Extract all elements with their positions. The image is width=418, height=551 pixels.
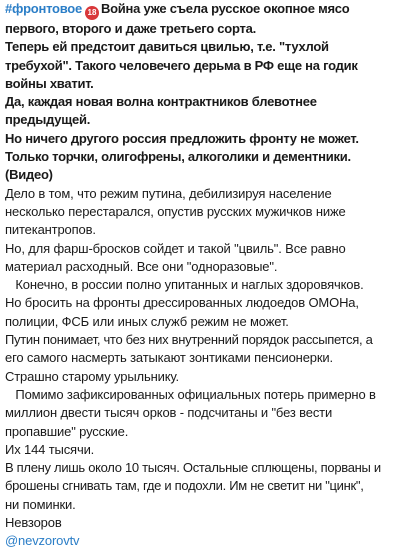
text-line: Помимо зафиксированных официальных потерь примерно в xyxy=(5,386,376,402)
text-line: полиции, ФСБ или иных служб режим не может. xyxy=(5,313,289,329)
text-line: брошены сгнивать там, где и подохли. Им не светит ни "цинк", xyxy=(5,478,364,494)
text-line: Теперь ей предстоит давиться цвилью, т.е. "тухлой xyxy=(5,39,329,55)
text-line: Да, каждая новая волна контрактников блевотнее xyxy=(5,94,317,110)
text-line: Конечно, в россии полно упитанных и наглых здоровячков. xyxy=(5,277,364,293)
text-line: миллион двести тысяч орков - подсчитаны и "без вести xyxy=(5,405,333,421)
channel-mention-link[interactable]: @nevzorovtv xyxy=(5,533,80,549)
text-line: Но ничего другого россия предложить фронту не может. xyxy=(5,130,359,146)
text-line: В плену лишь около 10 тысяч. Остальные сплющены, порваны и xyxy=(5,460,381,476)
hashtag-link[interactable]: #фронтовое xyxy=(5,1,82,16)
text-line: питекантропов. xyxy=(5,222,96,238)
author-signature: Невзоров xyxy=(5,515,62,531)
text-line: его самого насмерть затыкают зонтиками пенсионерки. xyxy=(5,350,333,366)
text-line: Путин понимает, что без них внутренний порядок рассыпется, а xyxy=(5,332,373,348)
headline-line-1 xyxy=(5,0,414,20)
text-line: Дело в том, что режим путина, дебилизируя население xyxy=(5,185,332,201)
text-line: первого, второго и даже третьего сорта. xyxy=(5,21,256,36)
headline-text: Война уже съела русское окопное мясо xyxy=(100,1,350,16)
text-line: Но, для фарш-бросков сойдет и такой "цвиль". Все равно xyxy=(5,240,346,256)
text-line: пропавшие" русские. xyxy=(5,423,129,439)
text-line: ни поминки. xyxy=(5,496,76,512)
text-line: Но бросить на фронты дрессированных людоедов ОМОНа, xyxy=(5,295,359,311)
text-line: предыдущей. xyxy=(5,112,91,128)
text-line: несколько перестарался, опустив русских мужичков ниже xyxy=(5,203,346,219)
text-line: Только торчки, олигофрены, алкоголики и дементники. xyxy=(5,149,351,165)
video-label: (Видео) xyxy=(5,167,53,183)
text-line: материал расходный. Все они "одноразовые". xyxy=(5,258,278,274)
text-line: Страшно старому урыльнику. xyxy=(5,368,179,384)
text-line: войны хватит. xyxy=(5,75,94,91)
age-18-badge-icon: 18 xyxy=(85,6,99,20)
text-line: Их 144 тысячи. xyxy=(5,441,95,457)
text-line: требухой". Такого человечего дерьма в РФ еще на годик xyxy=(5,57,358,73)
